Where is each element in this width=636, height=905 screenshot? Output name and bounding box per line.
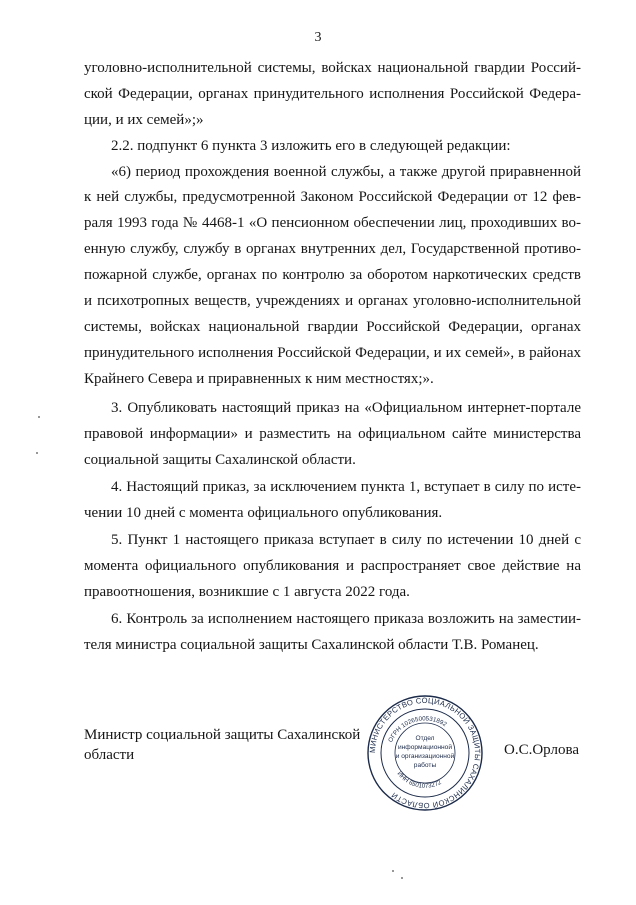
text-line: системы, войсках национальной гвардии Российской Федерации, органах: [84, 319, 581, 335]
text-line: правовой информации» и разместить на официальном сайте министерства: [84, 426, 581, 442]
text-line: правоотношения, возникшие с 1 августа 2022 года.: [84, 584, 410, 600]
text-line: принудительного исполнения Российской Федерации, и их семей», в районах: [84, 345, 581, 361]
text-line: 3. Опубликовать настоящий приказ на «Официальном интернет-портале: [111, 400, 581, 416]
page-number: 3: [314, 30, 322, 45]
text-line: уголовно-исполнительной системы, войсках национальной гвардии Россий-: [84, 60, 581, 76]
stamp-outer-text: МИНИСТЕРСТВО СОЦИАЛЬНОЙ ЗАЩИТЫ САХАЛИНСКОЙ ОБЛАСТИ: [367, 695, 483, 811]
stamp-inn: ИНН 6501073272: [395, 770, 443, 790]
text-line: 6. Контроль за исполнением настоящего приказа возложить на заместии-: [111, 611, 581, 627]
text-line: к ней службы, предусмотренной Законом Российской Федерации от 12 фев-: [84, 189, 581, 205]
text-line: Крайнего Севера и приравненных к ним местностях;».: [84, 371, 434, 387]
scan-speck: [38, 416, 40, 418]
svg-text:ИНН 6501073272: [396, 770, 443, 790]
text-line: чении 10 дней с момента официального опубликования.: [84, 505, 443, 521]
text-line: теля министра социальной защиты Сахалинской области Т.В. Романец.: [84, 637, 539, 653]
signatory-name: О.С.Орлова: [504, 742, 579, 758]
text-line: 5. Пункт 1 настоящего приказа вступает в силу по истечении 10 дней с: [111, 532, 581, 548]
text-line: момента официального опубликования и распространяет свое действие на: [84, 558, 581, 574]
official-stamp: [366, 694, 484, 812]
stamp-center-text: информационной: [397, 744, 453, 751]
stamp-ogrn: ОГРН 1026500531892: [387, 715, 448, 744]
stamp-center-text: и организационной: [395, 753, 455, 760]
stamp-center-text: Отдел: [415, 735, 435, 742]
text-line: пожарной службе, органах по контролю за оборотом наркотических средств: [84, 267, 581, 283]
text-line: социальной защиты Сахалинской области.: [84, 452, 356, 468]
text-line: 4. Настоящий приказ, за исключением пункта 1, вступает в силу по исте-: [111, 479, 581, 495]
signature-title: [84, 725, 360, 765]
text-line: раля 1993 года № 4468-1 «О пенсионном обеспечении лиц, проходивших во-: [84, 215, 581, 231]
signature-title-line: Министр социальной защиты Сахалинской: [84, 727, 361, 743]
text-line: «6) период прохождения военной службы, а также другой приравненной: [111, 164, 581, 180]
text-line: енную службу, службу в органах внутренних дел, Государственной противо-: [84, 241, 581, 257]
scan-speck: [401, 877, 403, 879]
text-line: ции, и их семей»;»: [84, 112, 204, 128]
stamp-center-text: работы: [413, 762, 437, 769]
signature-title-line: области: [84, 747, 135, 763]
text-line: ской Федерации, органах принудительного исполнения Российской Федера-: [84, 86, 581, 102]
text-line: 2.2. подпункт 6 пункта 3 изложить его в следующей редакции:: [111, 138, 511, 154]
scan-speck: [36, 452, 38, 454]
scan-speck: [392, 870, 394, 872]
text-line: и психотропных веществ, учреждениях и органах уголовно-исполнительной: [84, 293, 581, 309]
